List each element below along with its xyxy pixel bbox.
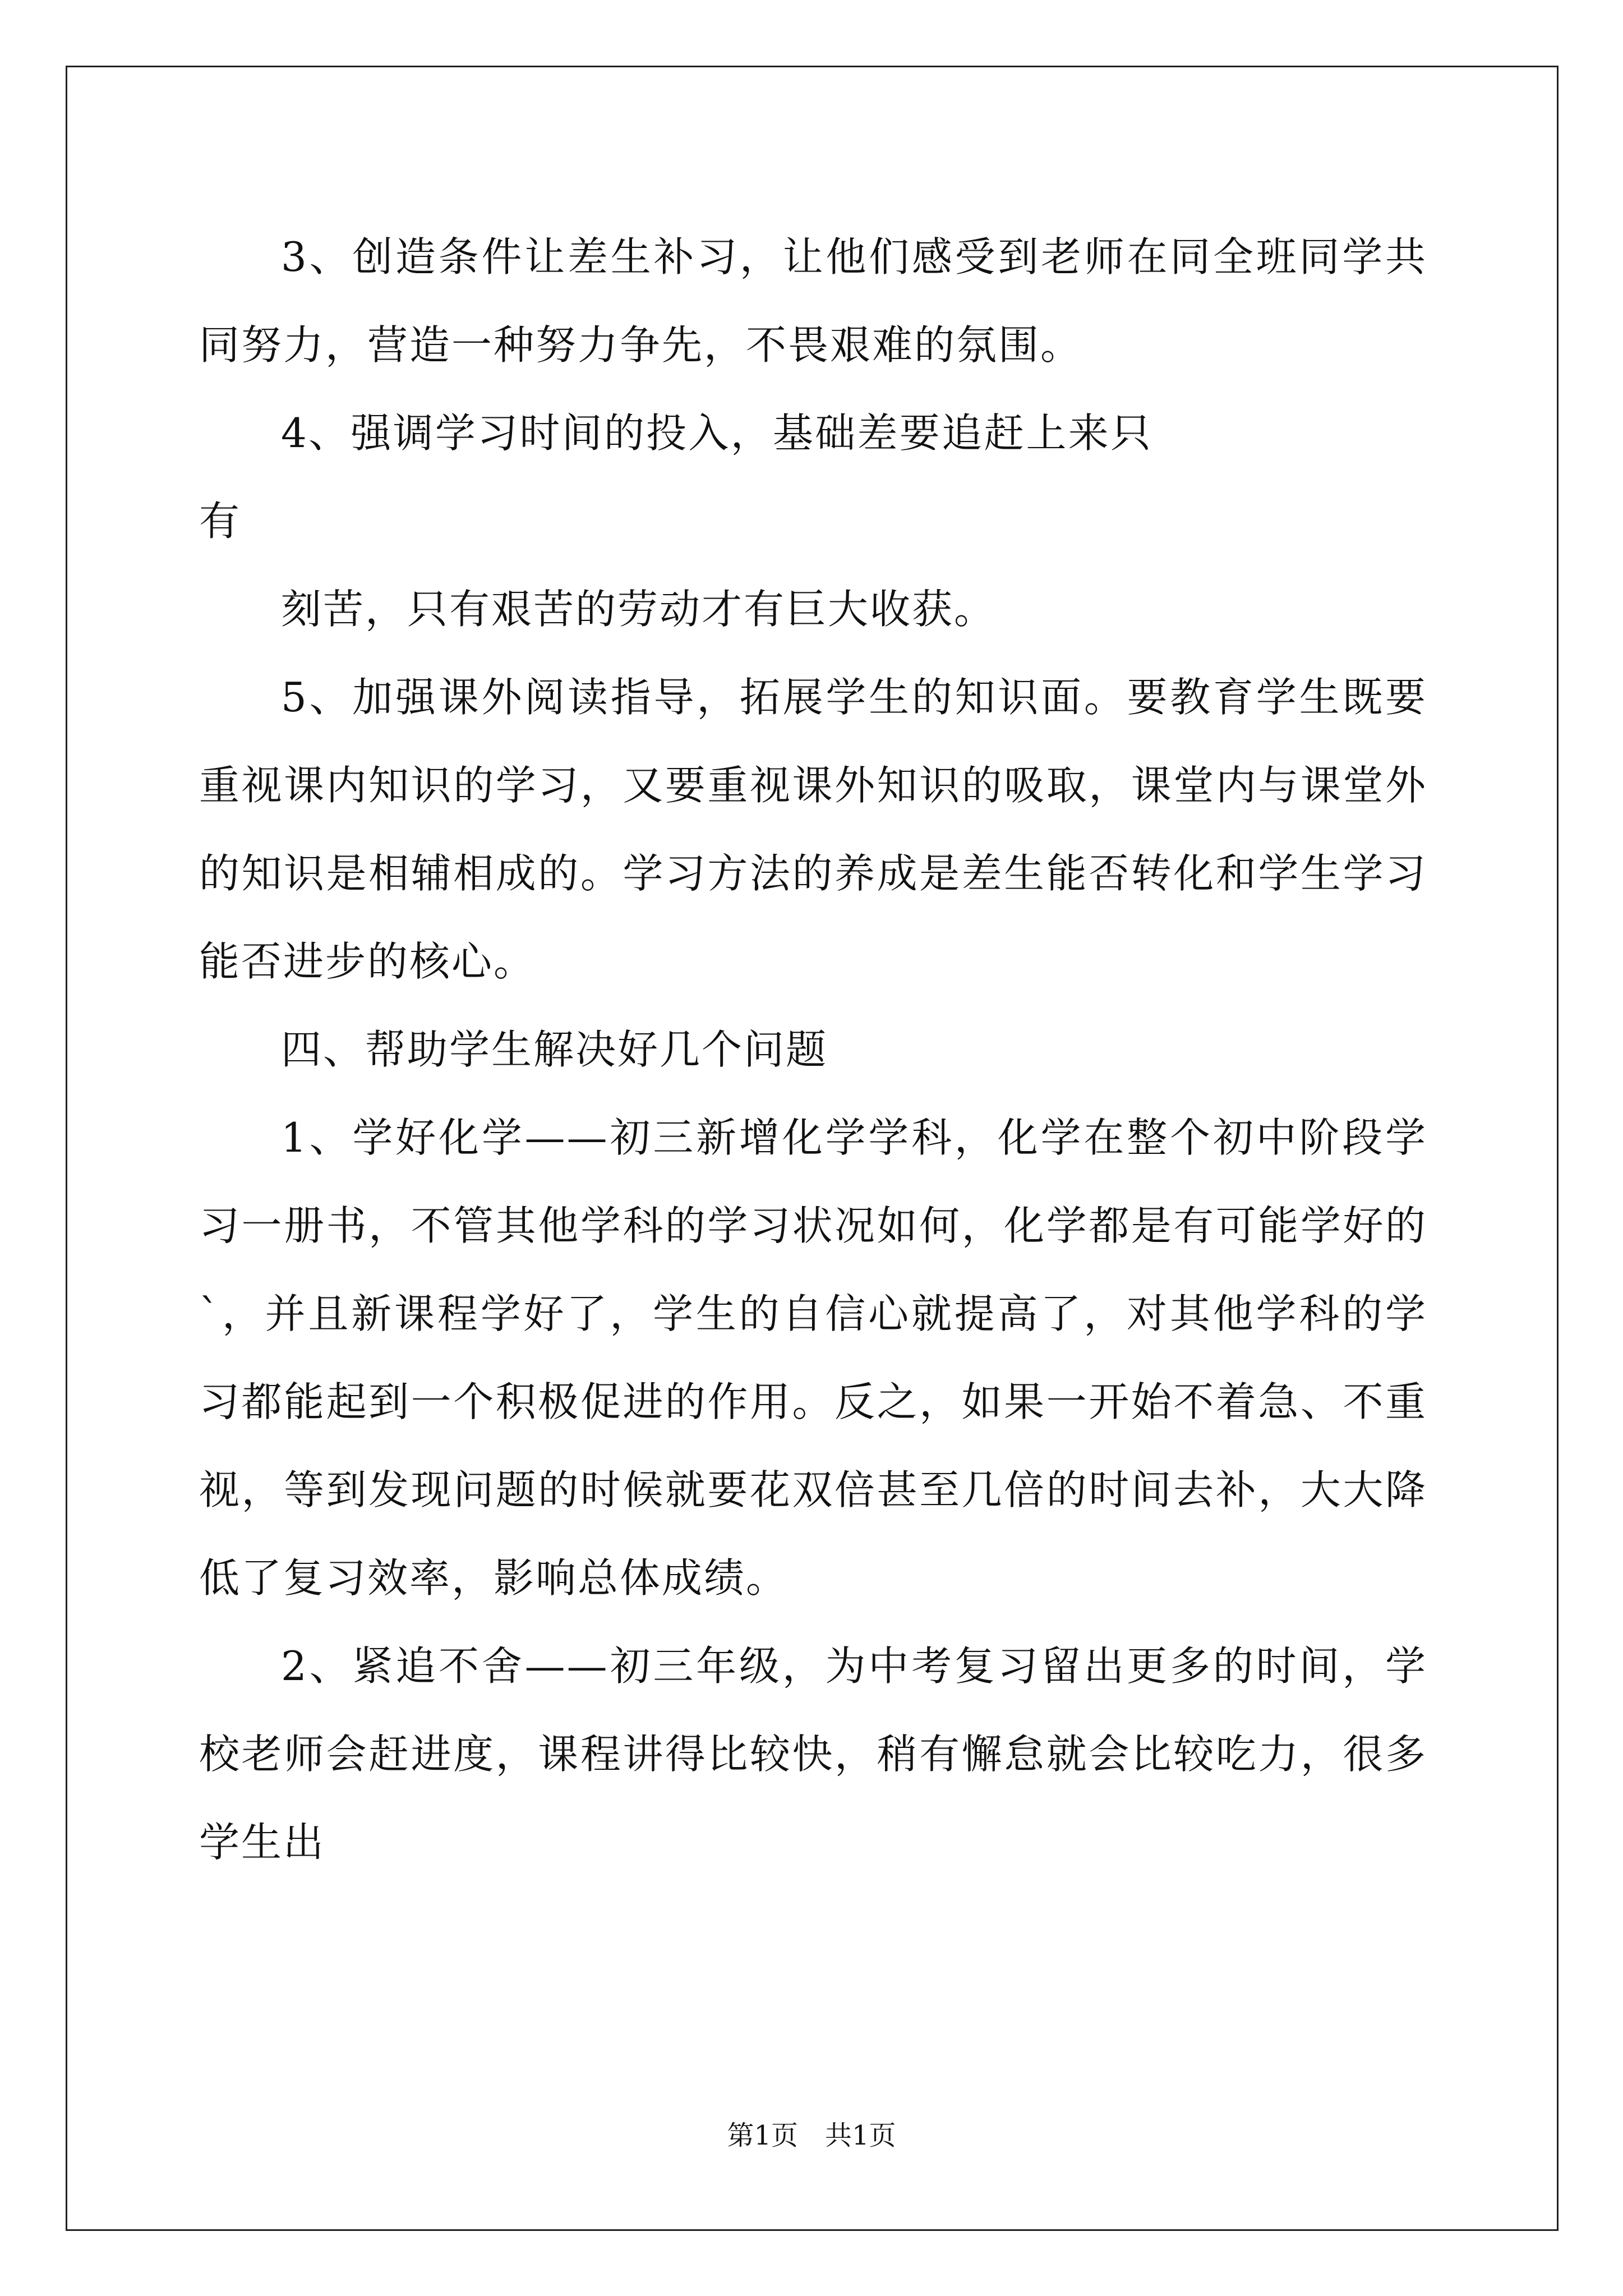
document-body bbox=[199, 213, 1427, 1887]
problem-item-2: 2、紧追不舍——初三年级，为中考复习留出更多的时间，学校老师会赶进度，课程讲得比较快，稍有懈怠就会比较吃力，很多学生出 bbox=[199, 1642, 1427, 1866]
section-heading-4: 四、帮助学生解决好几个问题 bbox=[281, 1026, 828, 1073]
paragraph-item-5: 5、加强课外阅读指导，拓展学生的知识面。要教育学生既要重视课内知识的学习，又要重视课外知识的吸取，课堂内与课堂外的知识是相辅相成的。学习方法的养成是差生能否转化和学生学习能否进步的核心。 bbox=[199, 674, 1427, 985]
page-number-footer: 第1页 共1页 bbox=[727, 2120, 896, 2151]
problem-item-1: 1、学好化学——初三新增化学学科，化学在整个初中阶段学习一册书，不管其他学科的学习状况如何，化学都是有可能学好的`，并且新课程学好了，学生的自信心就提高了，对其他学科的学习都能起到一个积极促进的作用。反之，如果一开始不着急、不重视，等到发现问题的时候就要花双倍甚至几倍的时间去补，大大降低了复习效率，影响总体成绩。 bbox=[199, 1114, 1427, 1602]
paragraph-item-4-line-1: 4、强调学习时间的投入，基础差要追赶上来只有 bbox=[199, 409, 1152, 545]
paragraph-item-3: 3、创造条件让差生补习，让他们感受到老师在同全班同学共同努力，营造一种努力争先，不畏艰难的氛围。 bbox=[199, 233, 1427, 369]
paragraph-item-4-line-2: 刻苦，只有艰苦的劳动才有巨大收获。 bbox=[281, 586, 997, 633]
